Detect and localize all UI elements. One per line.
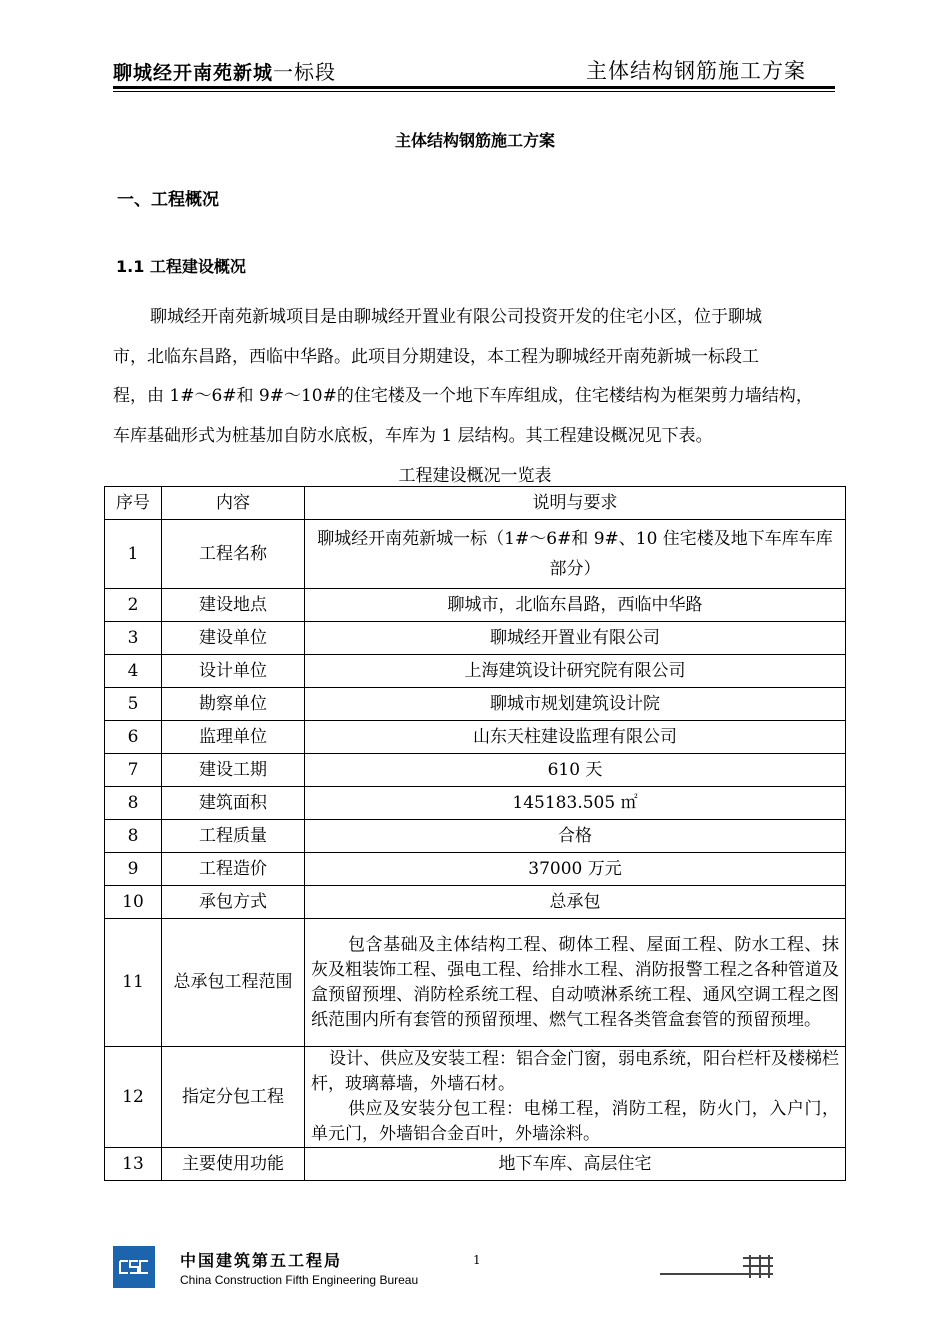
overview-paragraph (113, 298, 838, 457)
footer-company-cn: 中国建筑第五工程局 (180, 1251, 343, 1270)
row-item: 勘察单位 (162, 688, 305, 721)
row-no: 2 (105, 589, 162, 622)
row-desc: 聊城经开南苑新城一标（1#～6#和 9#、10 住宅楼及地下车库车库部分） (305, 520, 846, 589)
row-item: 建设地点 (162, 589, 305, 622)
paragraph-line: 聊城经开南苑新城项目是由聊城经开置业有限公司投资开发的住宅小区，位于聊城 (150, 307, 762, 327)
project-overview-table (104, 486, 846, 1181)
paragraph-line: 程，由 1#～6#和 9#～10#的住宅楼及一个地下车库组成，住宅楼结构为框架剪力墙结构， (113, 386, 813, 407)
row-desc: 山东天柱建设监理有限公司 (305, 721, 846, 754)
document-title: 主体结构钢筋施工方案 (394, 131, 555, 150)
row-no: 6 (105, 721, 162, 754)
row-item: 总承包工程范围 (162, 919, 305, 1047)
table-row (105, 589, 846, 622)
row-no: 11 (105, 919, 162, 1047)
row-desc: 145183.505 ㎡ (305, 787, 846, 820)
row-item: 承包方式 (162, 886, 305, 919)
cscec-logo-mark (117, 1256, 151, 1278)
row-no: 3 (105, 622, 162, 655)
header-project-section: 一标段 (273, 60, 337, 84)
row-item: 工程名称 (162, 520, 305, 589)
row-item: 建设工期 (162, 754, 305, 787)
row-no: 12 (105, 1047, 162, 1148)
table-row (105, 853, 846, 886)
row-no: 13 (105, 1148, 162, 1181)
table-row (105, 721, 846, 754)
table-caption: 工程建设概况一览表 (398, 466, 552, 486)
table-row (105, 1047, 846, 1148)
row-desc-part: 设计、供应及安装工程：铝合金门窗，弱电系统，阳台栏杆及楼梯栏杆，玻璃幕墙，外墙石材。 (311, 1049, 839, 1094)
row-desc: 37000 万元 (305, 853, 846, 886)
row-no: 9 (105, 853, 162, 886)
page-number: 1 (473, 1253, 481, 1267)
row-item: 设计单位 (162, 655, 305, 688)
row-no: 4 (105, 655, 162, 688)
row-item: 建设单位 (162, 622, 305, 655)
row-no: 8 (105, 787, 162, 820)
row-no: 1 (105, 520, 162, 589)
header-rule-thin (113, 91, 835, 92)
paragraph-line: 车库基础形式为桩基加自防水底板，车库为 1 层结构。其工程建设概况见下表。 (113, 426, 713, 447)
row-desc: 聊城市，北临东昌路，西临中华路 (305, 589, 846, 622)
footer-company-en: China Construction Fifth Engineering Bureau (180, 1273, 419, 1287)
section-heading-1: 一、工程概况 (117, 190, 219, 210)
table-row (105, 622, 846, 655)
table-row (105, 919, 846, 1047)
row-desc-part: 供应及安装分包工程：电梯工程，消防工程，防火门，入户门，单元门，外墙铝合金百叶，外墙涂料。 (311, 1099, 839, 1144)
table-row (105, 820, 846, 853)
header-no: 序号 (105, 487, 162, 520)
header-project-bold: 聊城经开南苑新城 (113, 62, 274, 84)
header-doc-name: 主体结构钢筋施工方案 (586, 59, 806, 83)
row-no: 5 (105, 688, 162, 721)
row-desc: 610 天 (305, 754, 846, 787)
header-desc: 说明与要求 (305, 487, 846, 520)
table-row (105, 754, 846, 787)
row-item: 监理单位 (162, 721, 305, 754)
row-no: 8 (105, 820, 162, 853)
row-item: 主要使用功能 (162, 1148, 305, 1181)
table-row (105, 787, 846, 820)
row-desc: 聊城市规划建筑设计院 (305, 688, 846, 721)
row-desc: 地下车库、高层住宅 (305, 1148, 846, 1181)
section-heading-1-1: 1.1 工程建设概况 (116, 257, 246, 276)
row-desc: 聊城经开置业有限公司 (305, 622, 846, 655)
table-header-row (105, 487, 846, 520)
table-row (105, 655, 846, 688)
row-item: 建筑面积 (162, 787, 305, 820)
table-row (105, 886, 846, 919)
header-rule-thick (113, 86, 835, 89)
row-desc: 总承包 (305, 886, 846, 919)
row-desc: 合格 (305, 820, 846, 853)
row-no: 10 (105, 886, 162, 919)
row-desc (305, 1047, 846, 1148)
row-no: 7 (105, 754, 162, 787)
row-item: 工程质量 (162, 820, 305, 853)
table-row (105, 520, 846, 589)
table-row (105, 688, 846, 721)
row-item: 指定分包工程 (162, 1047, 305, 1148)
header-project (113, 56, 336, 85)
bureau-stamp-icon (740, 1252, 776, 1280)
header-item: 内容 (162, 487, 305, 520)
paragraph-line: 市，北临东昌路，西临中华路。此项目分期建设，本工程为聊城经开南苑新城一标段工 (113, 346, 759, 367)
row-item: 工程造价 (162, 853, 305, 886)
row-desc: 包含基础及主体结构工程、砌体工程、屋面工程、防水工程、抹灰及粗装饰工程、强电工程、给排水工程、消防报警工程之各种管道及盒预留预埋、消防栓系统工程、自动喷淋系统工程、通风空调工程之图纸范围内所有套管的预留预埋、燃气工程各类管盒套管的预留预埋。 (305, 919, 846, 1047)
row-desc: 上海建筑设计研究院有限公司 (305, 655, 846, 688)
table-row (105, 1148, 846, 1181)
